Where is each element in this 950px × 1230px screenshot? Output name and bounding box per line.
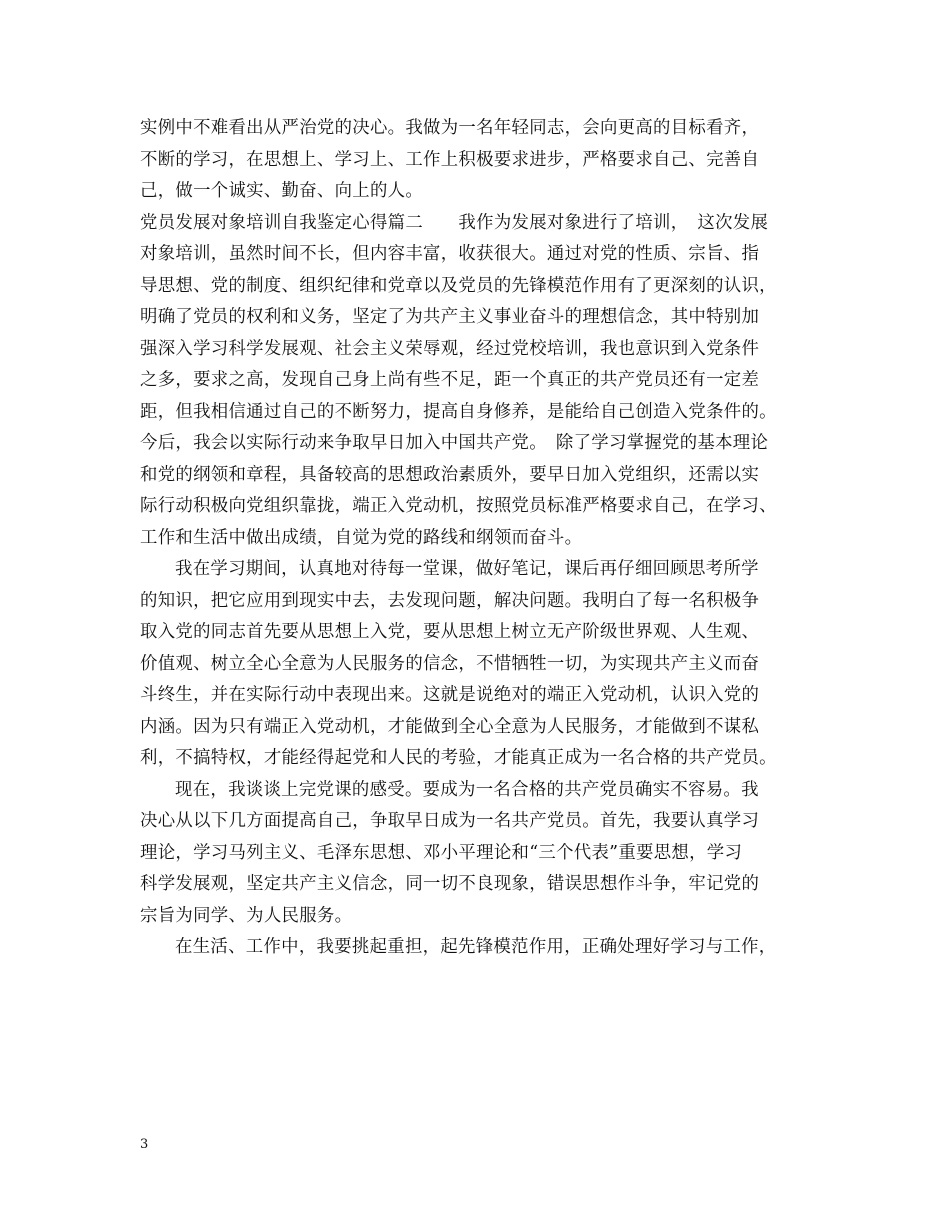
text-line: 对象培训，虽然时间不长，但内容丰富，收获很大。通过对党的性质、宗旨、指 (140, 244, 760, 264)
text-line: 宗旨为同学、为人民服务。 (140, 905, 353, 926)
text-line: 不断的学习，在思想上、学习上、工作上积极要求进步，严格要求自己、完善自 (140, 149, 760, 170)
text-line: 和党的纲领和章程，具备较高的思想政治素质外，要早日加入党组织，还需以实 (140, 464, 760, 485)
text-line: 理论，学习马列主义、毛泽东思想、邓小平理论和“三个代表”重要思想，学习 (140, 842, 743, 863)
text-line: 工作和生活中做出成绩，自觉为党的路线和纲领而奋斗。 (140, 527, 583, 548)
text-line: 己，做一个诚实、勤奋、向上的人。 (140, 181, 424, 201)
text-line: 实例中不难看出从严治党的决心。我做为一名年轻同志，会向更高的目标看齐， (140, 118, 760, 138)
text-line: 明确了党员的权利和义务，坚定了为共产主义事业奋斗的理想信念，其中特别加 (140, 307, 760, 327)
text-line: 决心从以下几方面提高自己，争取早日成为一名共产党员。首先，我要认真学习 (140, 811, 760, 831)
text-line: 取入党的同志首先要从思想上入党，要从思想上树立无产阶级世界观、人生观、 (140, 622, 760, 642)
paragraph-first-line: 现在，我谈谈上完党课的感受。要成为一名合格的共产党员确实不容易。我 (175, 779, 759, 800)
text-line: 价值观、树立全心全意为人民服务的信念，不惜牺牲一切，为实现共产主义而奋 (140, 653, 760, 674)
page-number: 3 (140, 1137, 149, 1152)
text-line: 之多，要求之高，发现自己身上尚有些不足，距一个真正的共产党员还有一定差 (140, 370, 760, 390)
text-line: 利，不搞特权，才能经得起党和人民的考验，才能真正成为一名合格的共产党员。 (140, 748, 777, 768)
text-line: 内涵。因为只有端正入党动机，才能做到全心全意为人民服务，才能做到不谋私 (140, 716, 760, 737)
section-heading-line: 党员发展对象培训自我鉴定心得篇二 我作为发展对象进行了培训， 这次发展 (140, 212, 769, 233)
paragraph-first-line: 在生活、工作中，我要挑起重担，起先锋模范作用，正确处理好学习与工作， (175, 937, 777, 957)
text-line: 今后，我会以实际行动来争取早日加入中国共产党。 除了学习掌握党的基本理论 (140, 433, 769, 453)
text-line: 科学发展观，坚定共产主义信念，同一切不良现象，错误思想作斗争，牢记党的 (140, 874, 760, 894)
paragraph-first-line: 我在学习期间，认真地对待每一堂课，做好笔记，课后再仔细回顾思考所学 (175, 559, 759, 579)
document-body (140, 113, 830, 964)
text-line: 距，但我相信通过自己的不断努力，提高自身修养，是能给自己创造入党条件的。 (140, 401, 777, 422)
text-line: 斗终生，并在实际行动中表现出来。这就是说绝对的端正入党动机，认识入党的 (140, 685, 760, 705)
text-line: 强深入学习科学发展观、社会主义荣辱观，经过党校培训，我也意识到入党条件 (140, 338, 760, 359)
text-line: 的知识，把它应用到现实中去，去发现问题，解决问题。我明白了每一名积极争 (140, 590, 760, 611)
text-line: 导思想、党的制度、组织纪律和党章以及党员的先锋模范作用有了更深刻的认识， (140, 275, 777, 296)
text-line: 际行动积极向党组织靠拢，端正入党动机，按照党员标准严格要求自己，在学习、 (140, 496, 777, 516)
